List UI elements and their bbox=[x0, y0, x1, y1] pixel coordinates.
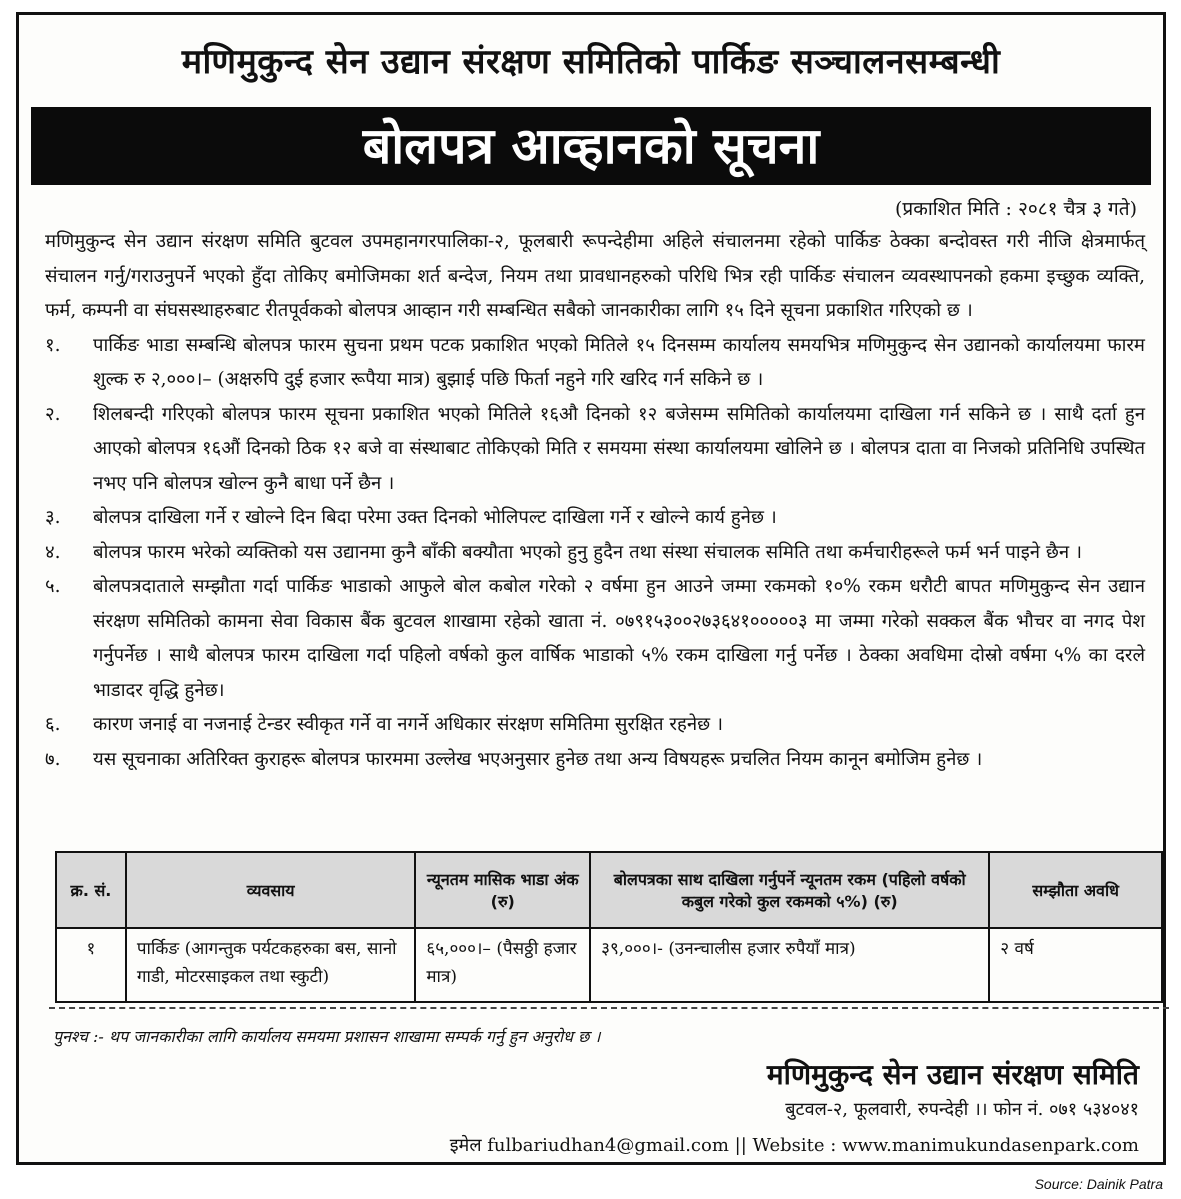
list-item: ४. बोलपत्र फारम भरेको व्यक्तिको यस उद्यानमा कुनै बाँकी बक्यौता भएको हुनु हुदैन तथा संस्था संचालक समिति तथा कर्मचारीहरूले फर्म भर्न पाइने छैन । bbox=[45, 541, 1083, 563]
list-item: १. पार्किङ भाडा सम्बन्धि बोलपत्र फारम सुचना प्रथम पटक प्रकाशित भएको मितिले १५ दिनसम्म कार्यालय समयभित्र मणिमुकुन्द सेन उद्यानको कार्यालयमा फारम शुल्क रु २,०००।– (अक्षरुपि दुई हजार रूपैया मात्र) बुझाई पछि फिर्ता नहुने गरि खरिद गर्न सकिने छ । bbox=[45, 334, 1145, 390]
notice-banner: बोलपत्र आव्हानको सूचना bbox=[31, 107, 1151, 185]
table-row bbox=[56, 928, 1162, 1002]
tender-table bbox=[55, 851, 1163, 1003]
table-header-row bbox=[56, 852, 1162, 928]
footnote: पुनश्च :- थप जानकारीका लागि कार्यालय समयमा प्रशासन शाखामा सम्पर्क गर्नु हुन अनुरोध छ । bbox=[53, 1027, 601, 1046]
cell-min-rent: ६५,०००।– (पैसठ्ठी हजार मात्र) bbox=[415, 928, 590, 1002]
cell-deposit: ३९,०००।- (उनन्चालीस हजार रुपैयाँ मात्र) bbox=[590, 928, 989, 1002]
list-item: ५. बोलपत्रदाताले सम्झौता गर्दा पार्किङ भाडाको आफुले बोल कबोल गरेको २ वर्षमा हुन आउने जम्मा रकमको १०% रकम धरौटी बापत मणिमुकुन्द सेन उद्यान संरक्षण समितिको कामना सेवा विकास बैंक बुटवल शाखामा रहेको खाता नं. ०७९१५३००२७३६४१०००००३ मा जम्मा गरेको सक्कल बैंक भौचर वा नगद पेश गर्नुपर्नेछ । साथै बोलपत्र फारम दाखिला गर्दा पहिलो वर्षको कुल वार्षिक भाडाको ५% रकम दाखिला गर्नु पर्नेछ । ठेक्का अवधिमा दोस्रो वर्षमा ५% का दरले भाडादर वृद्धि हुनेछ। bbox=[45, 576, 1145, 701]
header-duration: सम्झौता अवधि bbox=[989, 852, 1162, 928]
header-serial: क्र. सं. bbox=[56, 852, 126, 928]
header-min-rent: न्यूनतम मासिक भाडा अंक (रु) bbox=[415, 852, 590, 928]
cell-duration: २ वर्ष bbox=[989, 928, 1162, 1002]
conditions-list bbox=[45, 329, 1145, 778]
list-item: २. शिलबन्दी गरिएको बोलपत्र फारम सूचना प्रकाशित भएको मितिले १६औ दिनको १२ बजेसम्म समितिको कार्यालयमा दाखिला गर्न सकिने छ । साथै दर्ता हुन आएको बोलपत्र १६औं दिनको ठिक १२ बजे वा संस्थाबाट तोकिएको मिति र समयमा संस्था कार्यालयमा खोलिने छ । बोलपत्र दाता वा निजको प्रतिनिधि उपस्थित नभए पनि बोलपत्र खोल्न कुनै बाधा पर्ने छैन । bbox=[45, 403, 1145, 494]
source-credit: Source: Dainik Patra bbox=[1034, 1176, 1163, 1192]
cell-serial: १ bbox=[56, 928, 126, 1002]
org-address: बुटवल-२, फूलवारी, रुपन्देही ।। फोन नं. ०७१ ५३४०४१ bbox=[785, 1099, 1139, 1120]
header-deposit: बोलपत्रका साथ दाखिला गर्नुपर्ने न्यूनतम रकम (पहिलो वर्षको कबुल गरेको कुल रकमको ५%) (रु) bbox=[590, 852, 989, 928]
list-item: ७. यस सूचनाका अतिरिक्त कुराहरू बोलपत्र फारममा उल्लेख भएअनुसार हुनेछ तथा अन्य विषयहरू प्रचलित नियम कानून बमोजिम हुनेछ । bbox=[45, 748, 983, 770]
org-name: मणिमुकुन्द सेन उद्यान संरक्षण समिति bbox=[766, 1058, 1139, 1091]
header-business: व्यवसाय bbox=[126, 852, 415, 928]
list-item: ३. बोलपत्र दाखिला गर्ने र खोल्ने दिन बिदा परेमा उक्त दिनको भोलिपल्ट दाखिला गर्ने र खोल्ने कार्य हुनेछ । bbox=[45, 507, 777, 528]
notice-title: मणिमुकुन्द सेन उद्यान संरक्षण समितिको पार्किङ सञ्चालनसम्बन्धी bbox=[181, 42, 1001, 82]
publish-date: (प्रकाशित मिति : २०८१ चैत्र ३ गते) bbox=[895, 198, 1137, 220]
intro-paragraph: मणिमुकुन्द सेन उद्यान संरक्षण समिति बुटवल उपमहानगरपालिका-२, फूलबारी रूपन्देहीमा अहिले संचालनमा रहेको पार्किङ ठेक्का बन्दोवस्त गरी नीजि क्षेत्रमार्फत् संचालन गर्नु/गराउनुपर्ने भएको हुँदा तोकिए बमोजिमका शर्त बन्देज, नियम तथा प्रावधानहरुको परिधि भित्र रही पार्किङ संचालन व्यवस्थापनको हकमा इच्छुक व्यक्ति, फर्म, कम्पनी वा संघसस्थाहरुबाट रीतपूर्वकको बोलपत्र आव्हान गरी सम्बन्धित सबैको जानकारीका लागि १५ दिने सूचना प्रकाशित गरिएको छ । bbox=[45, 231, 1145, 321]
notice-body bbox=[45, 225, 1145, 777]
list-item: ६. कारण जनाई वा नजनाई टेन्डर स्वीकृत गर्ने वा नगर्ने अधिकार संरक्षण समितिमा सुरक्षित रहनेछ । bbox=[45, 714, 723, 735]
notice-frame bbox=[16, 12, 1166, 1165]
divider bbox=[49, 1007, 1169, 1009]
cell-business: पार्किङ (आगन्तुक पर्यटकहरुका बस, सानो गाडी, मोटरसाइकल तथा स्कुटी) bbox=[126, 928, 415, 1002]
org-contact: इमेल fulbariudhan4@gmail.com || Website : www.manimukundasenpark.com bbox=[449, 1135, 1139, 1156]
